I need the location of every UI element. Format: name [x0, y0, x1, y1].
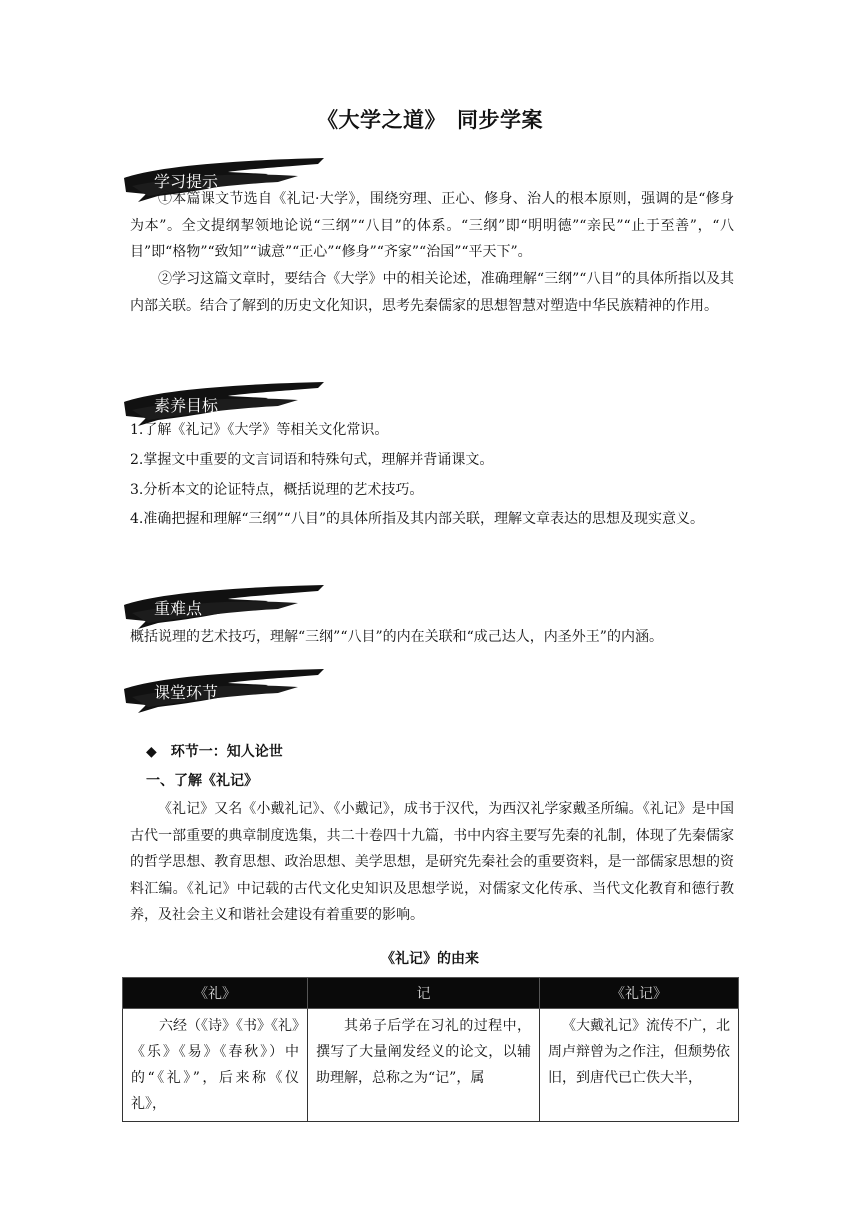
section-heading-tips: 学习提示 [154, 172, 219, 191]
section-heading-key: 重难点 [154, 599, 203, 618]
liji-origin-table [122, 977, 739, 1122]
section-banner-class [118, 667, 328, 719]
subsection-heading: 一、了解《礼记》 [146, 773, 258, 789]
goal-item: 1.了解《礼记》《大学》等相关文化常识。 [130, 422, 389, 438]
table-cell: 六经（《诗》《书》《礼》《乐》《易》《春秋》）中的“《礼》”，后来称《仪礼》， [123, 1009, 308, 1122]
table-header-cell: 记 [308, 978, 540, 1009]
key-points-text: 概括说理的艺术技巧，理解“三纲”“八目”的内在关联和“成己达人，内圣外王”的内涵。 [130, 629, 663, 645]
table-header-row [123, 978, 739, 1009]
step-heading: ◆ 环节一：知人论世 [146, 744, 283, 760]
liji-intro-paragraph: 《礼记》又名《小戴礼记》、《小戴记》，成书于汉代，为西汉礼学家戴圣所编。《礼记》是中国古代一部重要的典章制度选集，共二十卷四十九篇，书中内容主要写先秦的礼制，体现了先秦儒家的哲学思想、教育思想、政治思想、美学思想，是研究先秦社会的重要资料，是一部儒家思想的资料汇编。《礼记》中记载的古代文化史知识及思想学说，对儒家文化传承、当代文化教育和德行教养，及社会主义和谐社会建设有着重要的影响。 [130, 801, 734, 923]
brush-stroke-icon [118, 667, 328, 719]
goal-item: 2.掌握文中重要的文言词语和特殊句式，理解并背诵课文。 [130, 452, 494, 468]
tips-paragraph-2: ②学习这篇文章时，要结合《大学》中的相关论述，准确理解“三纲”“八目”的具体所指以及其内部关联。结合了解到的历史文化知识，思考先秦儒家的思想智慧对塑造中华民族精神的作用。 [130, 271, 734, 314]
table-cell: 《大戴礼记》流传不广，北周卢辩曾为之作注，但颓势依旧，到唐代已亡佚大半， [540, 1009, 739, 1122]
table-header-cell: 《礼》 [123, 978, 308, 1009]
table-cell: 其弟子后学在习礼的过程中，撰写了大量阐发经义的论文，以辅助理解，总称之为“记”，属 [308, 1009, 540, 1122]
tips-paragraph-1: ①本篇课文节选自《礼记·大学》，围绕穷理、正心、修身、治人的根本原则，强调的是“修身为本”。全文提纲挈领地论说“三纲”“八目”的体系。“三纲”即“明明德”“亲民”“止于至善”，“八目”即“格物”“致知”“诚意”“正心”“修身”“齐家”“治国”“平天下”。 [130, 191, 734, 260]
section-heading-goals: 素养目标 [154, 396, 219, 415]
page-title: 《大学之道》 同步学案 [317, 108, 543, 132]
table-header-cell: 《礼记》 [540, 978, 739, 1009]
table-caption: 《礼记》的由来 [381, 951, 479, 967]
section-heading-class: 课堂环节 [154, 683, 219, 702]
goal-item: 3.分析本文的论证特点，概括说理的艺术技巧。 [130, 482, 424, 498]
goal-item: 4.准确把握和理解“三纲”“八目”的具体所指及其内部关联，理解文章表达的思想及现实意义。 [130, 511, 704, 527]
table-row [123, 1009, 739, 1122]
